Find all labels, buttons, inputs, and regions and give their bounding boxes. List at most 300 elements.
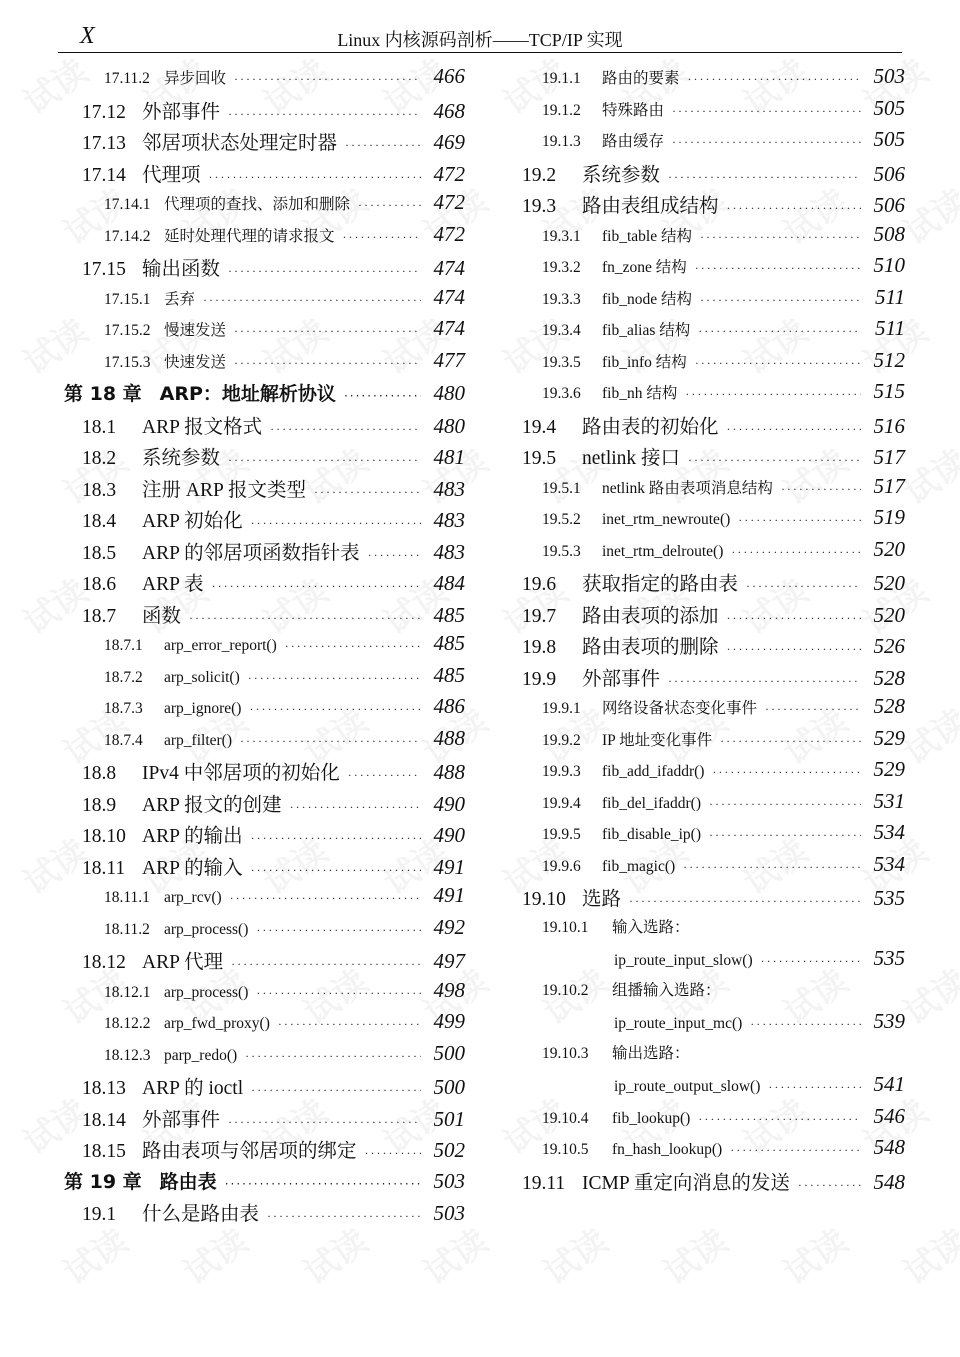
toc-entry-page: 492 — [433, 914, 465, 939]
toc-entry[interactable] — [60, 379, 465, 411]
toc-entry[interactable] — [60, 253, 465, 285]
toc-entry-title: ARP 报文格式 — [142, 416, 263, 438]
toc-entry-page: 529 — [873, 725, 905, 750]
toc-entry[interactable] — [520, 946, 905, 978]
toc-dot-leader — [738, 513, 861, 528]
toc-entry-title: arp_ignore() — [164, 700, 242, 717]
toc-dot-leader — [700, 293, 861, 308]
toc-entry-page: 469 — [433, 130, 465, 154]
toc-entry[interactable] — [60, 726, 465, 758]
toc-entry[interactable] — [60, 663, 465, 695]
toc-entry-page: 508 — [873, 221, 905, 246]
toc-entry-title: arp_process() — [164, 983, 249, 1001]
toc-entry[interactable] — [60, 1104, 465, 1136]
toc-dot-leader — [695, 356, 861, 371]
toc-entry-title: fib_lookup() — [612, 1109, 691, 1127]
toc-entry[interactable] — [60, 757, 465, 789]
toc-entry-title: ip_route_input_slow() — [614, 952, 753, 969]
toc-entry[interactable] — [520, 379, 905, 411]
toc-entry-title: netlink 接口 — [582, 448, 681, 469]
toc-entry-page: 520 — [873, 536, 905, 561]
toc-entry-title: fn_hash_lookup() — [612, 1141, 723, 1158]
toc-dot-leader — [267, 1209, 421, 1224]
toc-entry-page: 484 — [433, 571, 465, 595]
toc-entry[interactable] — [520, 411, 905, 443]
toc-dot-leader — [209, 170, 421, 185]
toc-entry-page: 528 — [873, 665, 905, 690]
watermark-text — [892, 1215, 960, 1294]
toc-entry-page: 490 — [433, 791, 465, 816]
toc-entry-number: 19.3.2 — [542, 259, 581, 276]
toc-entry-title: 异步回收 — [164, 70, 227, 87]
toc-dot-leader — [358, 198, 421, 213]
toc-entry[interactable] — [60, 159, 465, 191]
toc-entry-number: 17.14 — [82, 164, 126, 186]
toc-entry-title: ip_route_output_slow() — [614, 1078, 761, 1095]
toc-entry[interactable] — [520, 253, 905, 285]
toc-entry-page: 498 — [433, 977, 465, 1002]
toc-entry-page: 491 — [433, 883, 465, 907]
toc-entry-title: 输出选路： — [612, 1044, 690, 1062]
toc-entry-title: 选路 — [582, 889, 622, 910]
toc-entry-title: 邻居项状态处理定时器 — [142, 133, 338, 154]
toc-entry-title: inet_rtm_delroute() — [602, 542, 724, 560]
toc-entry-page: 510 — [873, 253, 905, 277]
toc-dot-leader — [314, 485, 421, 500]
toc-entry-number: 19.9.4 — [542, 794, 581, 812]
toc-entry-page: 534 — [873, 820, 905, 844]
toc-entry[interactable] — [520, 96, 905, 128]
toc-dot-leader — [765, 702, 861, 717]
toc-entry-number: 19.3 — [522, 196, 557, 217]
toc-entry-title: 外部事件 — [142, 101, 221, 123]
toc-entry[interactable] — [60, 411, 465, 443]
toc-entry[interactable] — [60, 222, 465, 254]
toc-entry-number: 19.9.1 — [542, 700, 581, 717]
toc-entry-page: 535 — [873, 946, 905, 970]
toc-entry[interactable] — [60, 600, 465, 632]
toc-entry-title: 路由表项的删除 — [582, 637, 719, 658]
toc-entry-number: 18.3 — [82, 479, 117, 501]
toc-entry-page: 500 — [433, 1040, 465, 1065]
toc-entry-number: 19.5.3 — [542, 542, 581, 560]
toc-dot-leader — [781, 482, 861, 497]
toc-entry-number: 19.5 — [522, 448, 557, 469]
toc-dot-leader — [746, 579, 861, 594]
toc-entry-number: 19.1.3 — [542, 133, 581, 150]
toc-entry[interactable] — [520, 190, 905, 222]
toc-entry[interactable] — [520, 978, 905, 1010]
toc-entry-number: 第 18 章 — [64, 383, 142, 405]
toc-dot-leader — [234, 356, 421, 371]
toc-entry-title: fib_info 结构 — [602, 353, 687, 371]
toc-dot-leader — [731, 545, 861, 560]
toc-dot-leader — [228, 453, 421, 468]
toc-entry-page: 506 — [873, 193, 905, 217]
toc-entry-page: 485 — [433, 602, 465, 627]
toc-entry-number: 18.7.3 — [104, 700, 143, 717]
toc-dot-leader — [234, 72, 421, 87]
toc-dot-leader — [727, 611, 861, 626]
toc-dot-leader — [761, 954, 861, 969]
toc-entry-title: 路由表的初始化 — [582, 416, 719, 438]
toc-entry-number: 17.11.2 — [104, 70, 150, 87]
toc-dot-leader — [688, 72, 861, 87]
page-number: X — [80, 23, 95, 49]
toc-entry-title: 路由缓存 — [602, 133, 665, 150]
toc-dot-leader — [709, 797, 861, 812]
toc-entry-title: ARP 的邻居项函数指针表 — [142, 542, 360, 564]
toc-entry-number: 19.4 — [522, 416, 557, 438]
toc-entry[interactable] — [520, 663, 905, 695]
toc-entry-number: 19.10.1 — [542, 918, 589, 936]
toc-entry-title: 输入选路： — [612, 918, 690, 936]
toc-entry-title: parp_redo() — [164, 1046, 238, 1064]
toc-dot-leader — [228, 264, 421, 279]
toc-entry-number: 18.5 — [82, 542, 117, 564]
toc-entry-page: 501 — [433, 1106, 465, 1131]
toc-entry-number: 19.1.1 — [542, 70, 581, 87]
toc-dot-leader — [285, 639, 421, 654]
toc-entry[interactable] — [60, 1167, 465, 1199]
toc-entry[interactable] — [520, 726, 905, 758]
toc-dot-leader — [231, 957, 421, 972]
toc-entry-title: arp_process() — [164, 920, 249, 938]
toc-entry[interactable] — [60, 978, 465, 1010]
toc-entry-number: 19.5.1 — [542, 479, 581, 497]
toc-dot-leader — [345, 138, 421, 153]
toc-entry[interactable] — [520, 1167, 905, 1199]
toc-dot-leader — [768, 1080, 861, 1095]
toc-entry-page: 468 — [433, 98, 465, 123]
toc-entry[interactable] — [520, 820, 905, 852]
toc-entry-title: ARP 报文的创建 — [142, 794, 282, 816]
toc-entry-page: 474 — [433, 284, 465, 309]
toc-entry[interactable] — [60, 285, 465, 317]
toc-dot-leader — [668, 170, 861, 185]
toc-entry-number: 18.11.1 — [104, 889, 150, 906]
toc-entry-page: 517 — [873, 473, 905, 498]
toc-entry-page: 535 — [873, 886, 905, 910]
toc-dot-leader — [683, 860, 861, 875]
toc-entry[interactable] — [520, 348, 905, 380]
toc-entry-number: 17.14.1 — [104, 196, 151, 213]
toc-entry-number: 19.9.5 — [542, 826, 581, 843]
toc-dot-leader — [290, 800, 421, 815]
toc-entry-page: 520 — [873, 602, 905, 627]
toc-entry-title: ARP 表 — [142, 574, 204, 595]
toc-dot-leader — [251, 863, 421, 878]
toc-entry-page: 503 — [433, 1168, 465, 1193]
toc-dot-leader — [249, 702, 421, 717]
toc-entry-page: 486 — [433, 694, 465, 718]
toc-entry-page: 506 — [873, 161, 905, 186]
toc-entry[interactable] — [60, 1135, 465, 1167]
toc-entry-page: 505 — [873, 127, 905, 151]
toc-entry[interactable] — [520, 883, 905, 915]
toc-entry[interactable] — [60, 631, 465, 663]
toc-entry-title: netlink 路由表项消息结构 — [602, 479, 773, 497]
toc-entry[interactable] — [60, 127, 465, 159]
toc-dot-leader — [685, 387, 861, 402]
toc-entry[interactable] — [60, 1041, 465, 1073]
toc-entry[interactable] — [520, 1041, 905, 1073]
toc-entry-number: 19.3.5 — [542, 353, 581, 371]
toc-entry-number: 19.10 — [522, 889, 566, 910]
toc-entry-number: 18.7 — [82, 605, 117, 627]
toc-entry[interactable] — [60, 474, 465, 506]
toc-entry-number: 19.10.3 — [542, 1044, 589, 1062]
toc-entry-title: fn_zone 结构 — [602, 259, 687, 276]
toc-entry-page: 511 — [875, 284, 905, 309]
toc-entry-page: 503 — [433, 1201, 465, 1225]
toc-entry[interactable] — [520, 474, 905, 506]
toc-entry-number: 18.12 — [82, 952, 126, 973]
watermark-text — [652, 1215, 736, 1294]
toc-entry-page: 485 — [433, 631, 465, 655]
toc-entry-page: 474 — [433, 316, 465, 340]
toc-entry[interactable] — [60, 537, 465, 569]
toc-entry-number: 19.1.2 — [542, 101, 581, 119]
toc-entry[interactable] — [520, 159, 905, 191]
toc-entry-title: ip_route_input_mc() — [614, 1015, 743, 1032]
toc-entry-title: 代理项的查找、添加和删除 — [164, 196, 351, 213]
toc-entry-page: 534 — [873, 851, 905, 876]
toc-entry-title: arp_rcv() — [164, 889, 222, 906]
toc-entry[interactable] — [520, 631, 905, 663]
toc-dot-leader — [368, 548, 421, 563]
toc-entry-page: 480 — [433, 381, 465, 405]
toc-entry-number: 18.11 — [82, 857, 126, 879]
toc-entry[interactable] — [520, 316, 905, 348]
toc-dot-leader — [730, 1143, 861, 1158]
toc-entry[interactable] — [520, 64, 905, 96]
toc-entry-title: 网络设备状态变化事件 — [602, 700, 758, 717]
toc-entry-page: 512 — [873, 347, 905, 372]
toc-entry[interactable] — [520, 757, 905, 789]
toc-entry[interactable] — [520, 852, 905, 884]
toc-entry-number: 19.3.3 — [542, 290, 581, 308]
toc-entry-title: 路由表组成结构 — [582, 196, 719, 217]
toc-entry-title: 注册 ARP 报文类型 — [142, 479, 306, 501]
toc-dot-leader — [251, 831, 421, 846]
toc-entry-number: 18.12.2 — [104, 1015, 151, 1032]
toc-dot-leader — [234, 324, 421, 339]
toc-entry-number: 18.7.1 — [104, 637, 143, 654]
toc-dot-leader — [245, 1049, 421, 1064]
toc-dot-leader — [189, 611, 421, 626]
toc-entry[interactable] — [520, 568, 905, 600]
toc-entry-title: 系统参数 — [582, 164, 661, 186]
toc-entry[interactable] — [520, 127, 905, 159]
toc-entry-page: 497 — [433, 949, 465, 973]
toc-entry-number: 18.10 — [82, 826, 126, 847]
toc-entry-number: 18.4 — [82, 511, 117, 532]
toc-entry-number: 19.1 — [82, 1204, 117, 1225]
toc-entry-title: 系统参数 — [142, 448, 221, 469]
toc-entry-title: fib_nh 结构 — [602, 385, 678, 402]
toc-dot-leader — [698, 1112, 861, 1127]
toc-entry-title: 延时处理代理的请求报文 — [164, 227, 335, 245]
toc-entry[interactable] — [520, 789, 905, 821]
toc-entry[interactable] — [520, 537, 905, 569]
toc-dot-leader — [251, 516, 421, 531]
toc-entry[interactable] — [60, 442, 465, 474]
toc-entry-title: 特殊路由 — [602, 101, 665, 119]
toc-entry[interactable] — [60, 190, 465, 222]
toc-entry[interactable] — [60, 316, 465, 348]
toc-dot-leader — [256, 986, 421, 1001]
toc-entry[interactable] — [60, 1198, 465, 1230]
toc-entry[interactable] — [60, 505, 465, 537]
toc-dot-leader — [270, 422, 421, 437]
toc-dot-leader — [343, 230, 421, 245]
toc-entry-title: ICMP 重定向消息的发送 — [582, 1172, 790, 1194]
toc-entry-number: 19.3.4 — [542, 322, 581, 339]
toc-entry-title: ARP 的 ioctl — [142, 1078, 244, 1099]
toc-dot-leader — [672, 104, 861, 119]
toc-entry[interactable] — [60, 946, 465, 978]
toc-entry-number: 19.10.5 — [542, 1141, 589, 1158]
toc-entry-title: ARP 初始化 — [142, 511, 243, 532]
toc-entry-page: 505 — [873, 95, 905, 120]
toc-entry-title: inet_rtm_newroute() — [602, 511, 731, 528]
toc-dot-leader — [712, 765, 861, 780]
toc-dot-leader — [709, 828, 861, 843]
toc-entry[interactable] — [60, 96, 465, 128]
toc-entry-title: 输出函数 — [142, 259, 221, 280]
toc-entry-number: 18.1 — [82, 416, 117, 438]
toc-entry-number: 19.5.2 — [542, 511, 581, 528]
toc-entry-title: 函数 — [142, 605, 182, 627]
toc-entry-page: 502 — [433, 1138, 465, 1162]
toc-entry-number: 18.11.2 — [104, 920, 150, 938]
toc-dot-leader — [212, 579, 421, 594]
toc-entry-page: 483 — [433, 476, 465, 501]
toc-entry[interactable] — [520, 1072, 905, 1104]
toc-dot-leader — [727, 642, 861, 657]
toc-entry-title: 路由表项与邻居项的绑定 — [142, 1141, 357, 1162]
toc-entry[interactable] — [520, 915, 905, 947]
toc-entry-page: 472 — [433, 190, 465, 214]
toc-entry[interactable] — [60, 348, 465, 380]
toc-entry-number: 17.12 — [82, 101, 126, 123]
toc-left-column — [60, 64, 465, 1230]
toc-right-column — [520, 64, 905, 1198]
toc-dot-leader — [278, 1017, 421, 1032]
toc-entry[interactable] — [60, 1072, 465, 1104]
toc-entry[interactable] — [520, 505, 905, 537]
toc-entry-page: 528 — [873, 694, 905, 718]
toc-entry-number: 18.12.1 — [104, 983, 151, 1001]
toc-entry-title: 获取指定的路由表 — [582, 574, 739, 595]
toc-dot-leader — [228, 1115, 421, 1130]
toc-entry[interactable] — [520, 222, 905, 254]
toc-dot-leader — [727, 422, 861, 437]
toc-entry[interactable] — [60, 789, 465, 821]
toc-entry-page: 481 — [433, 445, 465, 469]
toc-entry[interactable] — [520, 694, 905, 726]
toc-entry-title: 路由的要素 — [602, 70, 680, 87]
toc-entry[interactable] — [60, 1009, 465, 1041]
toc-entry-title: 快速发送 — [164, 353, 227, 371]
toc-dot-leader — [248, 671, 421, 686]
toc-dot-leader — [344, 389, 421, 403]
toc-dot-leader — [727, 201, 861, 216]
toc-entry-title: fib_node 结构 — [602, 290, 692, 308]
toc-entry-number: 19.7 — [522, 605, 557, 627]
toc-entry[interactable] — [60, 820, 465, 852]
toc-entry-page: 480 — [433, 413, 465, 438]
toc-entry-page: 529 — [873, 757, 905, 781]
toc-entry[interactable] — [520, 1009, 905, 1041]
toc-entry[interactable] — [60, 64, 465, 96]
toc-entry-title: IPv4 中邻居项的初始化 — [142, 763, 340, 784]
toc-entry-title: 慢速发送 — [164, 322, 227, 339]
toc-entry-number: 19.10.2 — [542, 981, 589, 999]
watermark-text — [772, 1215, 856, 1294]
toc-entry[interactable] — [60, 694, 465, 726]
toc-entry[interactable] — [520, 600, 905, 632]
toc-entry[interactable] — [520, 285, 905, 317]
toc-entry-title: 代理项 — [142, 164, 201, 186]
toc-entry-number: 18.12.3 — [104, 1046, 151, 1064]
toc-entry-title: arp_fwd_proxy() — [164, 1015, 270, 1032]
toc-entry-title: ARP 代理 — [142, 952, 224, 973]
toc-entry-page: 548 — [873, 1169, 905, 1194]
toc-entry-title: arp_filter() — [164, 731, 232, 749]
toc-entry-page: 548 — [873, 1135, 905, 1159]
toc-entry-page: 472 — [433, 161, 465, 186]
toc-entry[interactable] — [520, 1104, 905, 1136]
toc-entry-title: arp_error_report() — [164, 637, 277, 654]
toc-entry[interactable] — [60, 852, 465, 884]
toc-entry[interactable] — [520, 442, 905, 474]
toc-entry-title: 组播输入选路： — [612, 981, 721, 999]
running-title: Linux 内核源码剖析——TCP/IP 实现 — [337, 30, 623, 50]
toc-entry[interactable] — [60, 883, 465, 915]
toc-entry-page: 539 — [873, 1009, 905, 1033]
toc-dot-leader — [203, 293, 421, 308]
toc-dot-leader — [240, 734, 421, 749]
toc-dot-leader — [228, 107, 421, 122]
toc-dot-leader — [695, 261, 861, 276]
toc-entry-title: ARP 的输出 — [142, 826, 243, 847]
toc-entry-page: 515 — [873, 379, 905, 403]
toc-dot-leader — [798, 1178, 861, 1193]
toc-entry[interactable] — [60, 568, 465, 600]
toc-entry-page: 491 — [433, 854, 465, 879]
toc-entry-title: ARP 的输入 — [142, 857, 243, 879]
toc-dot-leader — [698, 324, 861, 339]
toc-entry-page: 526 — [873, 634, 905, 658]
toc-dot-leader — [688, 453, 861, 468]
toc-entry-number: 19.2 — [522, 164, 557, 186]
toc-entry-page: 546 — [873, 1103, 905, 1128]
toc-entry-page: 516 — [873, 413, 905, 438]
toc-dot-leader — [365, 1146, 421, 1161]
toc-entry-number: 19.6 — [522, 574, 557, 595]
toc-entry-page: 483 — [433, 508, 465, 532]
toc-entry-number: 18.9 — [82, 794, 117, 816]
toc-entry-title: fib_table 结构 — [602, 227, 692, 245]
toc-entry[interactable] — [520, 1135, 905, 1167]
toc-dot-leader — [672, 135, 861, 150]
toc-dot-leader — [251, 1083, 421, 1098]
toc-entry[interactable] — [60, 915, 465, 947]
toc-entry-number: 17.15.2 — [104, 322, 151, 339]
toc-entry-page: 511 — [875, 316, 905, 340]
